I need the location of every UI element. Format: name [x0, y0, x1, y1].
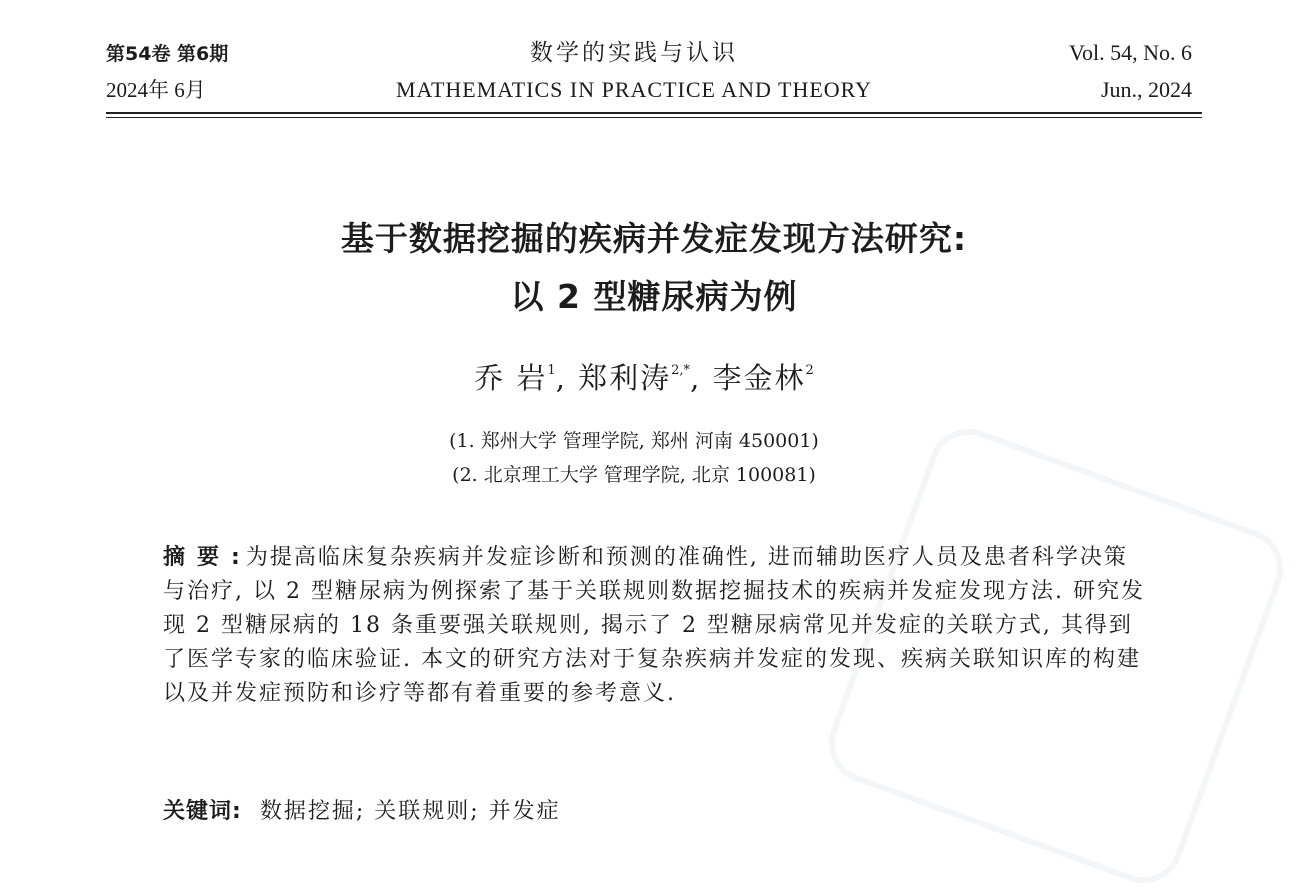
title-line-1: 基于数据挖掘的疾病并发症发现方法研究:	[340, 219, 968, 258]
abstract-label-colon: :	[231, 545, 240, 570]
affiliation-1: (1. 郑州大学 管理学院, 郑州 河南 450001)	[449, 430, 819, 452]
paper-title	[0, 210, 1308, 326]
author-list: 乔 岩$^1$, 郑利涛$^{2,*}$, 李金林$^2$	[474, 361, 814, 395]
title-line-2: 以 2 型糖尿病为例	[510, 277, 798, 316]
header-row-1	[106, 34, 1192, 67]
header-rule-thick	[106, 112, 1202, 114]
keywords-label: 关键词:	[163, 799, 242, 824]
abstract	[163, 541, 1147, 711]
abstract-text: 为提高临床复杂疾病并发症诊断和预测的准确性, 进而辅助医疗人员及患者科学决策与治疗, 以 2 型糖尿病为例探索了基于关联规则数据挖掘技术的疾病并发症发现方法. 研究发现 2 型糖尿病的 18 条重要强关联规则, 揭示了 2 型糖尿病常见并发症的关联方式, 其得到了医学专家的临床验证. 本文的研究方法对于复杂疾病并发症的发现、疾病关联知识库的构建以及并发症预防和诊疗等都有着重要的参考意义.	[163, 545, 1145, 706]
author-name: 乔 岩	[474, 361, 548, 395]
author-name: 李金林	[712, 361, 806, 395]
journal-name-en: MATHEMATICS IN PRACTICE AND THEORY	[395, 77, 873, 102]
keywords	[163, 794, 561, 825]
keywords-text: 数据挖掘; 关联规则; 并发症	[259, 799, 561, 824]
date-cn: 2024年 6月	[106, 78, 206, 102]
volume-issue-cn: 第54卷 第6期	[106, 43, 229, 65]
author-name: 郑利涛	[578, 361, 672, 395]
date-en: Jun., 2024	[1100, 77, 1192, 102]
header-rule-thin	[106, 117, 1202, 118]
author-affil-mark: 2,*	[671, 363, 691, 378]
affiliation-list	[0, 424, 1268, 492]
affiliation-2: (2. 北京理工大学 管理学院, 北京 100081)	[452, 464, 816, 486]
journal-name-cn: 数学的实践与认识	[530, 40, 738, 66]
header-row-2	[106, 74, 1192, 104]
volume-issue-en: Vol. 54, No. 6	[1068, 40, 1192, 65]
author-affil-mark: 1	[547, 363, 556, 378]
author-affil-mark: 2	[805, 363, 814, 378]
abstract-label: 摘要	[163, 545, 232, 570]
